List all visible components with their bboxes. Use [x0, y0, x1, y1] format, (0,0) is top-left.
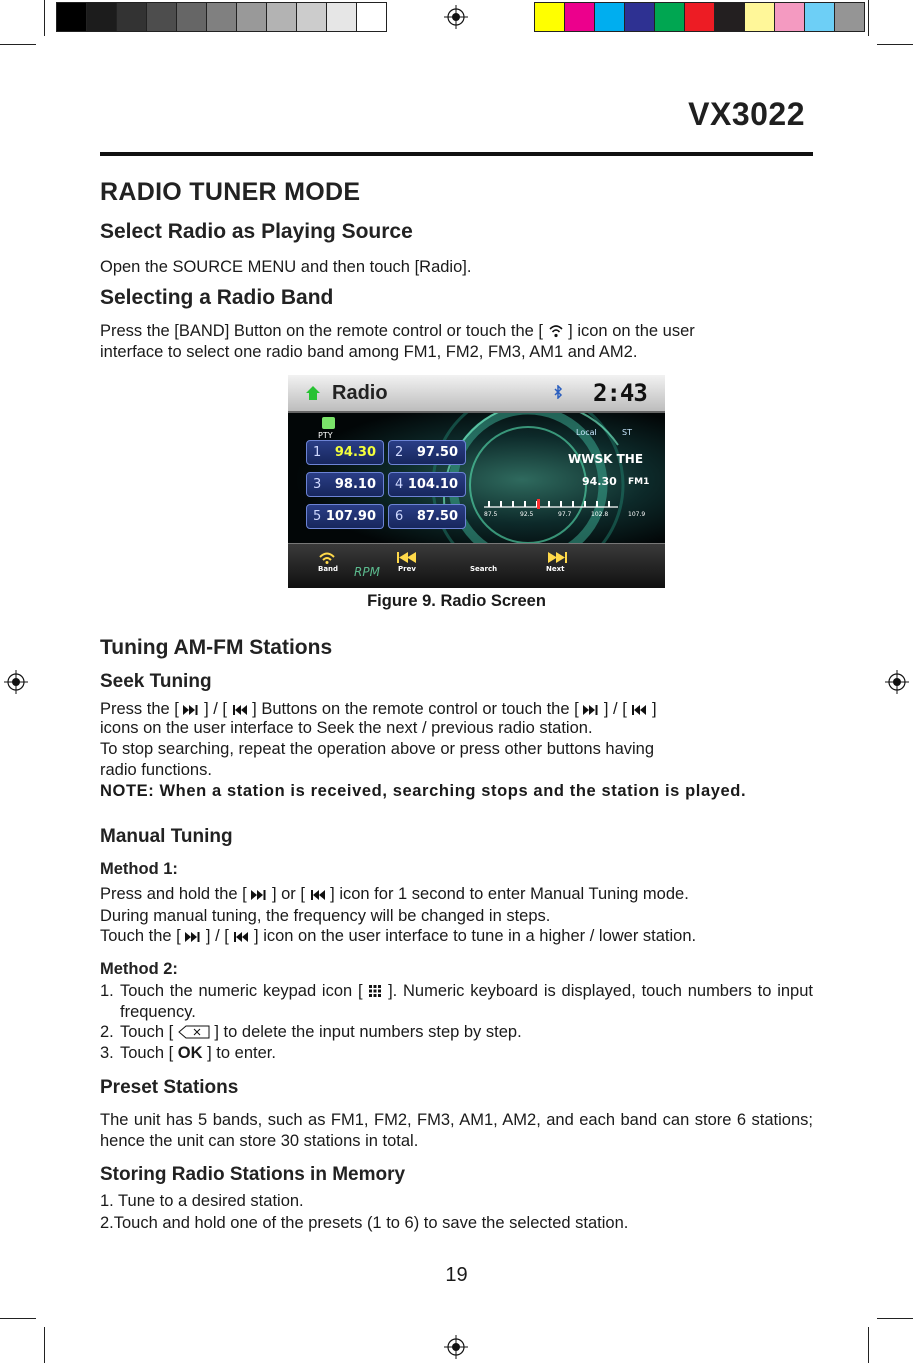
local-label: Local	[576, 428, 597, 437]
gray-swatch	[297, 3, 327, 31]
preset-text: The unit has 5 bands, such as FM1, FM2, FM3, AM1, AM2, and each band can store 6 stations; hence the unit can store 30 stations in total.	[100, 1111, 813, 1150]
seek-text-part: Press the [	[100, 700, 179, 718]
model-brand: VX3022	[688, 96, 805, 132]
radio-screen-title: Radio	[332, 382, 388, 404]
preset-button[interactable]	[388, 504, 466, 529]
prev-icon[interactable]	[396, 551, 416, 564]
preset-number: 2	[395, 445, 404, 460]
seek-line3: To stop searching, repeat the operation above or press other buttons having	[100, 740, 655, 758]
preset-button[interactable]	[306, 440, 384, 465]
step-number: 1.	[100, 982, 114, 1000]
crop-mark	[44, 0, 45, 36]
preset-heading: Preset Stations	[100, 1077, 239, 1098]
seek-note: NOTE: When a station is received, searching stops and the station is played.	[100, 782, 747, 800]
prev-button-label[interactable]: Prev	[398, 565, 416, 573]
band-text-part: ] icon on the user	[568, 322, 695, 340]
band-text-part: Press the [BAND] Button on the remote control or touch the [	[100, 322, 543, 340]
color-swatch	[835, 3, 864, 31]
gray-swatch	[267, 3, 297, 31]
crop-mark	[877, 44, 913, 45]
gray-swatch	[177, 3, 207, 31]
station-name: WWSK THE	[568, 452, 644, 466]
color-swatch	[655, 3, 685, 31]
search-button-label[interactable]: Search	[470, 565, 498, 573]
preset-button[interactable]	[388, 472, 466, 497]
page-number: 19	[445, 1264, 468, 1286]
numeric-keypad-icon	[368, 984, 382, 998]
crop-mark	[868, 1327, 869, 1363]
select-source-heading: Select Radio as Playing Source	[100, 220, 413, 243]
next-button-label[interactable]: Next	[546, 565, 565, 573]
next-track-icon	[185, 931, 201, 943]
seek-text-part: ] Buttons on the remote control or touch the [	[252, 700, 579, 718]
color-swatch	[775, 3, 805, 31]
gray-swatch	[57, 3, 87, 31]
gray-swatch	[237, 3, 267, 31]
step-text-part: Touch the numeric keypad icon [	[120, 982, 363, 1000]
prev-track-icon	[631, 704, 647, 716]
radio-screen-figure	[288, 375, 665, 588]
seek-line4: radio functions.	[100, 761, 212, 779]
step-text-part: ] to delete the input numbers step by step.	[214, 1023, 522, 1041]
step-number: 2.	[100, 1023, 114, 1041]
color-swatch	[565, 3, 595, 31]
band-label: FM1	[628, 477, 650, 487]
section-title: RADIO TUNER MODE	[100, 178, 361, 206]
figure-caption: Figure 9. Radio Screen	[367, 592, 546, 610]
radio-clock: 2:43	[593, 379, 647, 407]
step-text-part: Touch [	[120, 1044, 174, 1062]
grayscale-color-bar	[56, 2, 387, 32]
select-source-text: Open the SOURCE MENU and then touch [Radio].	[100, 258, 472, 276]
seek-text-part: ] / [	[603, 700, 627, 718]
registration-mark-icon	[444, 1335, 468, 1359]
scale-label: 87.5	[484, 511, 498, 518]
method2-step2	[100, 1022, 813, 1043]
color-swatch	[625, 3, 655, 31]
dial-rpm-text: RPM	[354, 565, 380, 579]
storing-heading: Storing Radio Stations in Memory	[100, 1164, 406, 1185]
stereo-label: ST	[622, 428, 632, 437]
method1-line2: During manual tuning, the frequency will be changed in steps.	[100, 907, 551, 925]
process-color-bar	[534, 2, 865, 32]
gray-swatch	[87, 3, 117, 31]
prev-track-icon	[310, 889, 326, 901]
scale-label: 107.9	[628, 511, 646, 518]
preset-frequency: 107.90	[325, 509, 376, 524]
preset-number: 3	[313, 477, 322, 492]
method1-line1	[100, 884, 813, 905]
crop-mark	[868, 0, 869, 36]
band-wifi-icon	[548, 324, 564, 338]
color-swatch	[685, 3, 715, 31]
gray-swatch	[117, 3, 147, 31]
color-swatch	[715, 3, 745, 31]
next-track-icon	[251, 889, 267, 901]
backspace-delete-icon	[178, 1025, 210, 1039]
band-text-line2: interface to select one radio band among FM1, FM2, FM3, AM1 and AM2.	[100, 343, 638, 361]
scale-label: 92.5	[520, 511, 534, 518]
registration-mark-icon	[885, 670, 909, 694]
color-swatch	[745, 3, 775, 31]
band-button-label[interactable]: Band	[318, 565, 339, 573]
color-swatch	[805, 3, 835, 31]
step-text-part: Touch [	[120, 1023, 174, 1041]
preset-number: 1	[313, 445, 322, 460]
crop-mark	[0, 1318, 36, 1319]
method1-text-part: Touch the [	[100, 927, 181, 945]
bluetooth-icon	[553, 385, 563, 399]
seek-text-part: ]	[652, 700, 657, 718]
prev-track-icon	[232, 704, 248, 716]
prev-track-icon	[233, 931, 249, 943]
method1-text-part: ] or [	[271, 885, 305, 903]
preset-number: 4	[395, 477, 404, 492]
preset-frequency: 87.50	[416, 509, 458, 524]
tuning-heading: Tuning AM-FM Stations	[100, 636, 333, 659]
manual-heading: Manual Tuning	[100, 826, 233, 847]
method2-label: Method 2:	[100, 960, 178, 978]
method1-label: Method 1:	[100, 860, 178, 878]
preset-frequency: 98.10	[334, 477, 376, 492]
seek-text-part: ] / [	[204, 700, 227, 718]
method1-text-part: Press and hold the [	[100, 885, 247, 903]
seek-line1	[100, 699, 813, 720]
crop-mark	[877, 1318, 913, 1319]
ok-key-label: OK	[177, 1044, 203, 1062]
crop-mark	[44, 1327, 45, 1363]
preset-frequency: 94.30	[334, 445, 376, 460]
preset-button[interactable]	[388, 440, 466, 465]
gray-swatch	[327, 3, 357, 31]
pty-label[interactable]: PTY	[318, 431, 333, 440]
scale-label: 97.7	[558, 511, 572, 518]
registration-mark-icon	[444, 5, 468, 29]
band-icon[interactable]	[318, 551, 336, 564]
seek-line2: icons on the user interface to Seek the next / previous radio station.	[100, 719, 593, 737]
step-number: 3.	[100, 1044, 114, 1062]
seek-heading: Seek Tuning	[100, 671, 212, 692]
registration-mark-icon	[4, 670, 28, 694]
method1-line3	[100, 926, 813, 947]
gray-swatch	[207, 3, 237, 31]
current-frequency: 94.30	[582, 475, 617, 488]
color-swatch	[595, 3, 625, 31]
preset-button[interactable]	[306, 472, 384, 497]
color-swatch	[535, 3, 565, 31]
step-text-part: ]. Numeric keyboard is displayed, touch numbers to input frequency.	[120, 982, 813, 1021]
step-text-part: ] to enter.	[207, 1044, 276, 1062]
method1-text-part: ] icon for 1 second to enter Manual Tuning mode.	[330, 885, 689, 903]
gray-swatch	[147, 3, 177, 31]
gray-swatch	[357, 3, 386, 31]
preset-frequency: 104.10	[407, 477, 458, 492]
method2-step1	[100, 981, 813, 1023]
home-icon[interactable]	[305, 385, 321, 401]
next-track-icon	[583, 704, 599, 716]
header-rule	[100, 152, 813, 156]
preset-frequency: 97.50	[416, 445, 458, 460]
next-icon[interactable]	[548, 551, 568, 564]
band-text-line1	[100, 321, 813, 342]
scale-label: 102.8	[591, 511, 609, 518]
band-heading: Selecting a Radio Band	[100, 286, 334, 309]
method2-step3	[100, 1043, 813, 1064]
preset-number: 5	[313, 509, 322, 524]
preset-number: 6	[395, 509, 404, 524]
method1-text-part: ] / [	[205, 927, 229, 945]
next-track-icon	[183, 704, 199, 716]
storing-step2: 2.Touch and hold one of the presets (1 to 6) to save the selected station.	[100, 1214, 629, 1232]
crop-mark	[0, 44, 36, 45]
storing-step1: 1. Tune to a desired station.	[100, 1192, 304, 1210]
preset-button[interactable]	[306, 504, 384, 529]
method1-text-part: ] icon on the user interface to tune in a higher / lower station.	[254, 927, 697, 945]
